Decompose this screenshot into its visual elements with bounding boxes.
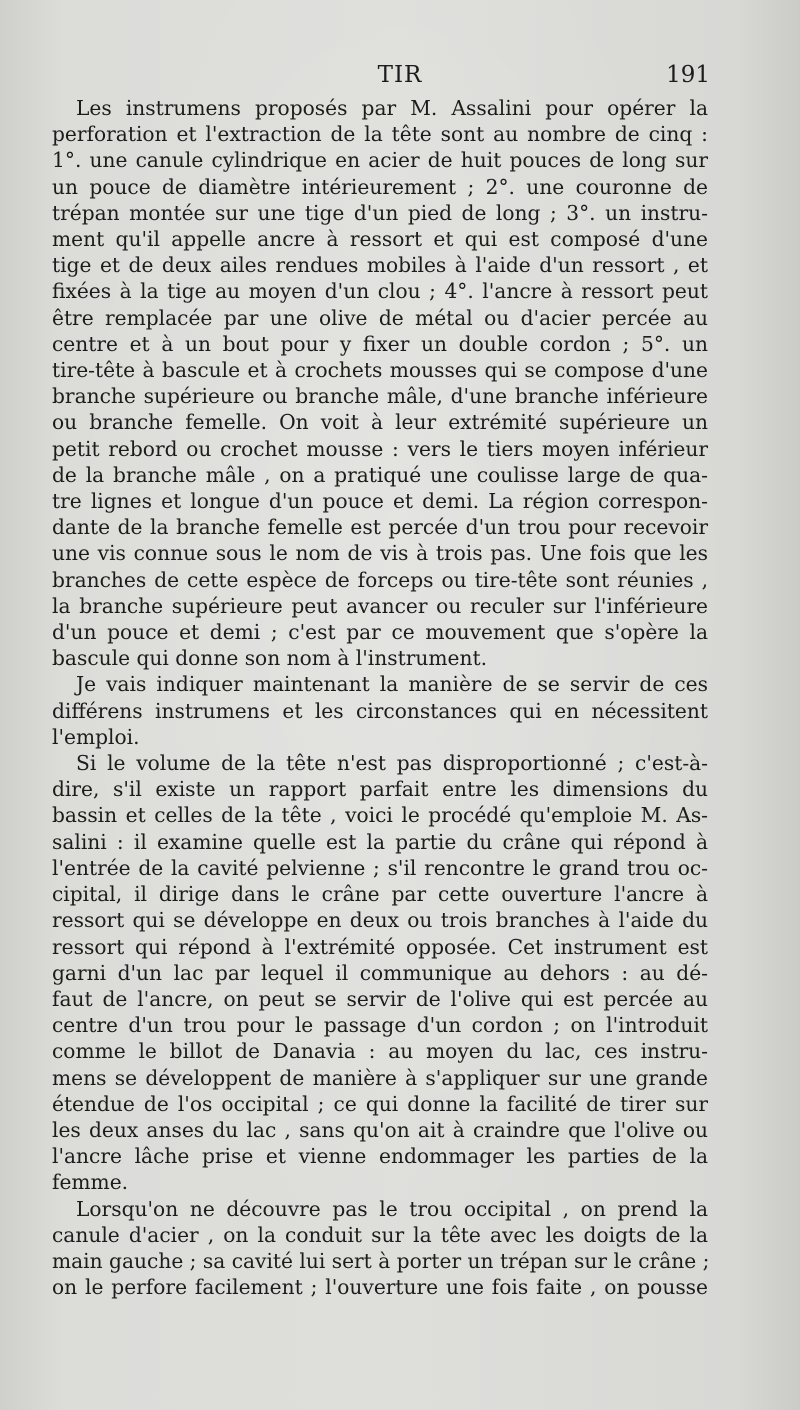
text-line: les deux anses du lac , sans qu'on ait à craindre que l'olive ou bbox=[52, 1117, 708, 1142]
text-line: salini : il examine quelle est la partie du crâne qui répond à bbox=[52, 829, 708, 854]
text-line: de la branche mâle , on a pratiqué une coulisse large de qua- bbox=[52, 462, 708, 487]
text-line: bassin et celles de la tête , voici le procédé qu'emploie M. As- bbox=[52, 803, 708, 828]
text-line: tire-tête à bascule et à crochets mousses qui se compose d'une bbox=[52, 358, 708, 383]
text-line: bascule qui donne son nom à l'instrument. bbox=[52, 646, 487, 671]
text-line: un pouce de diamètre intérieurement ; 2°. une couronne de bbox=[52, 174, 708, 199]
text-line: fixées à la tige au moyen d'un clou ; 4°. l'ancre à ressort peut bbox=[52, 279, 708, 304]
paragraph-procedure bbox=[52, 750, 708, 1195]
text-line: ment qu'il appelle ancre à ressort et qui est composé d'une bbox=[52, 227, 708, 252]
text-line: être remplacée par une olive de métal ou d'acier percée au bbox=[52, 305, 708, 330]
text-line: dire, s'il existe un rapport parfait entre les dimensions du bbox=[52, 777, 708, 802]
text-line: branche supérieure ou branche mâle, d'une branche inférieure bbox=[52, 384, 708, 409]
text-line: trépan montée sur une tige d'un pied de long ; 3°. un instru- bbox=[52, 200, 708, 225]
text-line: ou branche femelle. On voit à leur extrémité supérieure un bbox=[52, 410, 708, 435]
paragraph-trepan bbox=[52, 1196, 708, 1301]
text-line: Lorsqu'on ne découvre pas le trou occipital , on prend la bbox=[76, 1196, 708, 1221]
text-line: 1°. une canule cylindrique en acier de huit pouces de long sur bbox=[52, 148, 708, 173]
text-line: on le perfore facilement ; l'ouverture une fois faite , on pousse bbox=[52, 1275, 708, 1300]
text-line: comme le billot de Danavia : au moyen du lac, ces instru- bbox=[52, 1039, 708, 1064]
text-line: une vis connue sous le nom de vis à trois pas. Une fois que les bbox=[52, 541, 708, 566]
text-line: perforation et l'extraction de la tête sont au nombre de cinq : bbox=[52, 122, 708, 147]
text-line: femme. bbox=[52, 1170, 129, 1195]
text-line: cipital, il dirige dans le crâne par cette ouverture l'ancre à bbox=[52, 882, 708, 907]
page-number: 191 bbox=[666, 62, 710, 88]
running-head: TIR bbox=[377, 62, 423, 88]
text-line: d'un pouce et demi ; c'est par ce mouvement que s'opère la bbox=[52, 620, 708, 645]
text-line: centre d'un trou pour le passage d'un cordon ; on l'introduit bbox=[52, 1013, 708, 1038]
text-line: étendue de l'os occipital ; ce qui donne la facilité de tirer sur bbox=[52, 1091, 708, 1116]
text-line: l'ancre lâche prise et vienne endommager les parties de la bbox=[52, 1144, 708, 1169]
text-line: centre et à un bout pour y fixer un double cordon ; 5°. un bbox=[52, 331, 708, 356]
text-line: ressort qui se développe en deux ou trois branches à l'aide du bbox=[52, 908, 708, 933]
text-line: garni d'un lac par lequel il communique au dehors : au dé- bbox=[52, 960, 708, 985]
text-line: mens se développent de manière à s'appliquer sur une grande bbox=[52, 1065, 708, 1090]
text-line: tige et de deux ailes rendues mobiles à l'aide d'un ressort , et bbox=[52, 253, 708, 278]
text-line: la branche supérieure peut avancer ou reculer sur l'inférieure bbox=[52, 593, 708, 618]
text-line: dante de la branche femelle est percée d'un trou pour recevoir bbox=[52, 515, 708, 540]
paragraph-method-intro bbox=[52, 671, 708, 750]
page-header bbox=[0, 62, 800, 92]
text-line: canule d'acier , on la conduit sur la tête avec les doigts de la bbox=[52, 1222, 708, 1247]
text-line: ressort qui répond à l'extrémité opposée. Cet instrument est bbox=[52, 934, 708, 959]
paragraph-instruments bbox=[52, 95, 708, 671]
text-line: Je vais indiquer maintenant la manière de se servir de ces bbox=[76, 672, 708, 697]
body-text bbox=[52, 95, 708, 1300]
text-line: tre lignes et longue d'un pouce et demi. La région correspon- bbox=[52, 489, 708, 514]
text-line: différens instrumens et les circonstances qui en nécessitent bbox=[52, 698, 708, 723]
text-line: branches de cette espèce de forceps ou tire-tête sont réunies , bbox=[52, 567, 708, 592]
text-line: l'entrée de la cavité pelvienne ; s'il rencontre le grand trou oc- bbox=[52, 855, 708, 880]
text-line: Les instrumens proposés par M. Assalini pour opérer la bbox=[76, 96, 708, 120]
text-line: petit rebord ou crochet mousse : vers le tiers moyen inférieur bbox=[52, 436, 708, 461]
text-line: faut de l'ancre, on peut se servir de l'olive qui est percée au bbox=[52, 986, 708, 1011]
text-line: Si le volume de la tête n'est pas disproportionné ; c'est-à- bbox=[76, 751, 708, 776]
text-line: l'emploi. bbox=[52, 724, 140, 749]
text-line: main gauche ; sa cavité lui sert à porter un trépan sur le crâne ; bbox=[52, 1248, 710, 1273]
